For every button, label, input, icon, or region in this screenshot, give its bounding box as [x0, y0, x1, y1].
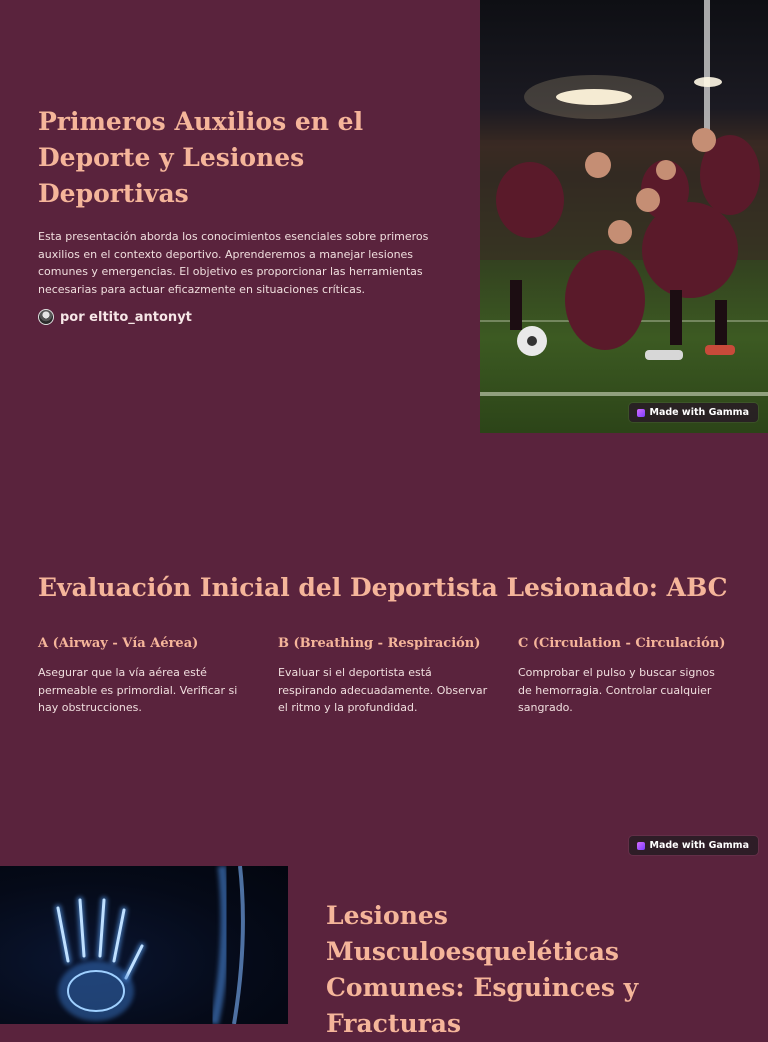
xray-hand-illustration: [0, 866, 288, 1024]
avatar: [38, 309, 54, 325]
gamma-logo-icon: [637, 409, 645, 417]
abc-column-a: [38, 634, 248, 717]
slide-intro: [0, 0, 768, 433]
badge-label: Made with Gamma: [649, 840, 749, 851]
abc-column-c: [518, 634, 728, 717]
hand-xray-image: [0, 866, 288, 1024]
author-name: por eltito_antonyt: [60, 309, 192, 325]
column-text: Asegurar que la vía aérea esté permeable es primordial. Verificar si hay obstrucciones.: [38, 666, 238, 714]
column-text: Evaluar si el deportista está respirando adecuadamente. Observar el ritmo y la profundidad.: [278, 666, 488, 714]
column-heading: B (Breathing - Respiración): [278, 636, 481, 651]
section-title: Lesiones Musculoesqueléticas Comunes: Esguinces y Fracturas: [326, 901, 639, 1038]
stadium-scene-illustration: [480, 0, 768, 433]
gamma-logo-icon: [637, 842, 645, 850]
column-text: Comprobar el pulso y buscar signos de hemorragia. Controlar cualquier sangrado.: [518, 666, 715, 714]
author-byline[interactable]: [38, 309, 192, 325]
column-heading: C (Circulation - Circulación): [518, 636, 726, 651]
abc-column-b: [278, 634, 488, 717]
slide-title: Primeros Auxilios en el Deporte y Lesiones Deportivas: [38, 107, 364, 208]
section-title: Evaluación Inicial del Deportista Lesionado: ABC: [38, 573, 728, 602]
football-injury-photo: [480, 0, 768, 433]
badge-label: Made with Gamma: [649, 407, 749, 418]
made-with-gamma-badge[interactable]: [629, 403, 758, 422]
made-with-gamma-badge[interactable]: [629, 836, 758, 855]
column-heading: A (Airway - Vía Aérea): [38, 636, 199, 651]
slide-description: Esta presentación aborda los conocimientos esenciales sobre primeros auxilios en el contexto deportivo. Aprenderemos a manejar lesiones comunes y emergencias. El objetivo es proporcionar las herramientas necesarias para actuar eficazmente en situaciones críticas.: [38, 230, 429, 296]
